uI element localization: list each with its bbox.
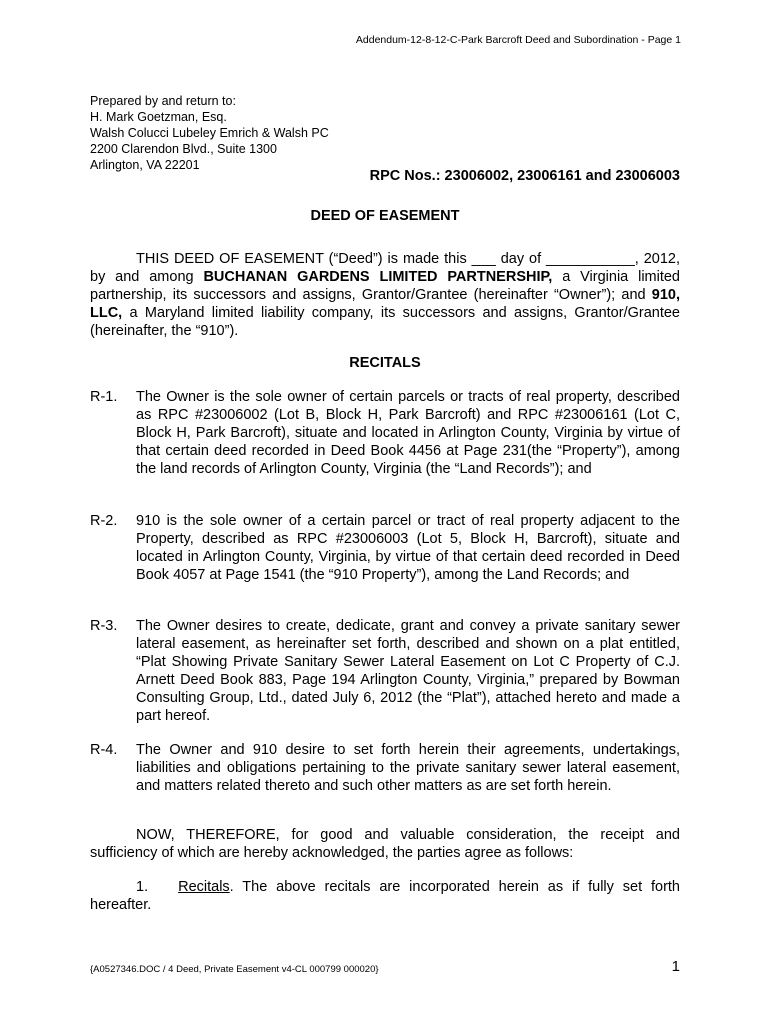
grantee-name: 910, LLC, [90, 287, 680, 321]
footer-doc-id: {A0527346.DOC / 4 Deed, Private Easement v4-CL 000799 000020} [90, 964, 379, 975]
recital-r3 [90, 617, 680, 725]
city-state-zip: Arlington, VA 22201 [90, 158, 200, 172]
recital-text: 910 is the sole owner of a certain parcel or tract of real property adjacent to the Property, described as RPC #23006003 (Lot 5, Block H, Barcroft), situate and located in Arlington County, Virginia, by virtue of that certain deed recorded in Deed Book 4057 at Page 1541 (the “910 Property”), among the Land Records; and [136, 513, 680, 583]
law-firm: Walsh Colucci Lubeley Emrich & Walsh PC [90, 126, 329, 140]
recital-number: R-3. [90, 618, 118, 634]
recital-number: R-4. [90, 742, 118, 758]
section-1-paragraph [90, 878, 680, 914]
recital-r4 [90, 741, 680, 795]
rpc-numbers: RPC Nos.: 23006002, 23006161 and 23006003 [369, 168, 680, 184]
recital-text: The Owner desires to create, dedicate, grant and convey a private sanitary sewer lateral easement, as hereinafter set forth, described and shown on a plat entitled, “Plat Showing Private Sanitary Sewer Lateral Easement on Lot C Property of C.J. Arnett Deed Book 883, Page 194 Arlington County, Virginia,” prepared by Bowman Consulting Group, Ltd., dated July 6, 2012 (the “Plat”), attached hereto and made a part hereof. [136, 618, 680, 724]
now-therefore-text: NOW, THEREFORE, for good and valuable consideration, the receipt and sufficiency of which are hereby acknowledged, the parties agree as follows: [90, 827, 680, 861]
recital-text: The Owner is the sole owner of certain parcels or tracts of real property, described as RPC #23006002 (Lot B, Block H, Park Barcroft) and RPC #23006161 (Lot C, Block H, Park Barcroft), situate and located in Arlington County, Virginia by virtue of that certain deed recorded in Deed Book 4456 at Page 231(the “Property”), among the land records of Arlington County, Virginia (the “Land Records”); and [136, 389, 680, 477]
page-header: Addendum-12-8-12-C-Park Barcroft Deed and Subordination - Page 1 [355, 34, 681, 46]
document-title: DEED OF EASEMENT [310, 208, 460, 224]
now-therefore-paragraph [90, 826, 680, 862]
intro-paragraph [90, 250, 680, 340]
recital-number: R-2. [90, 513, 118, 529]
intro-text-2: a Virginia limited partnership, its successors and assigns, Grantor/Grantee (hereinafter “Owner”); and [90, 269, 680, 303]
owner-name: BUCHANAN GARDENS LIMITED PARTNERSHIP, [203, 269, 553, 285]
attorney-name: H. Mark Goetzman, Esq. [90, 110, 227, 124]
recitals-heading: RECITALS [349, 355, 421, 371]
section-text: . The above recitals are incorporated herein as if fully set forth hereafter. [90, 879, 680, 913]
section-heading: Recitals [178, 879, 230, 895]
recital-text: The Owner and 910 desire to set forth herein their agreements, undertakings, liabilities and obligations pertaining to the private sanitary sewer lateral easement, and matters related thereto and such other matters as are set forth herein. [136, 742, 680, 794]
prepared-by-block [90, 93, 329, 173]
recital-r2 [90, 512, 680, 584]
intro-text-3: a Maryland limited liability company, its successors and assigns, Grantor/Grantee (hereinafter, the “910”). [90, 305, 680, 339]
intro-text-1: THIS DEED OF EASEMENT (“Deed”) is made this ___ day of ___________, 2012, by and among [90, 251, 680, 285]
street-address: 2200 Clarendon Blvd., Suite 1300 [90, 142, 277, 156]
recital-number: R-1. [90, 389, 118, 405]
page-number: 1 [671, 958, 680, 975]
section-number: 1. [136, 879, 149, 895]
prepared-by-line: Prepared by and return to: [90, 94, 236, 108]
recital-r1 [90, 388, 680, 478]
